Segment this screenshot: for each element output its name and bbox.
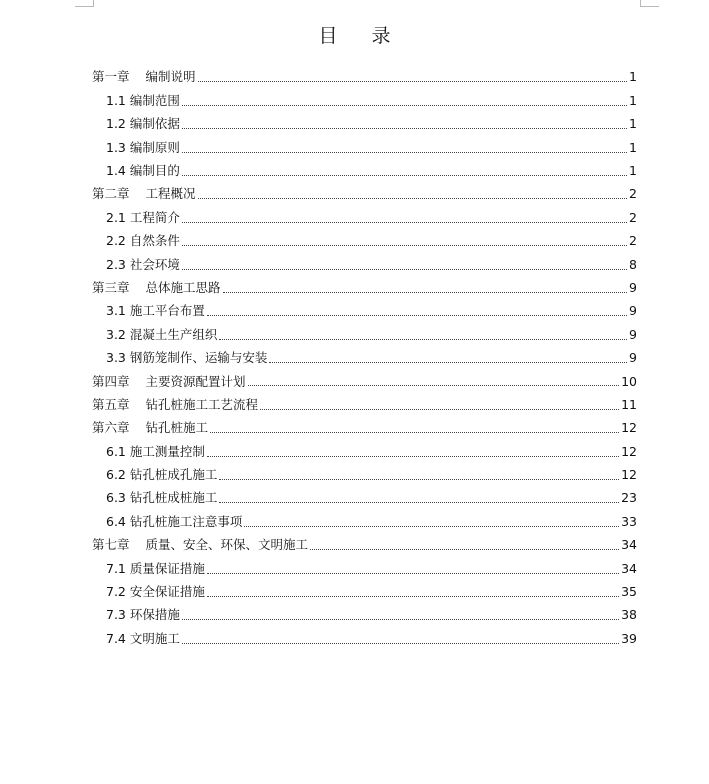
toc-section-entry[interactable] bbox=[0, 487, 709, 510]
toc-page-number: 8 bbox=[629, 256, 637, 272]
toc-page-number: 35 bbox=[621, 584, 637, 600]
toc-section-entry[interactable] bbox=[0, 510, 709, 533]
toc-chapter-entry[interactable] bbox=[0, 183, 709, 206]
toc-entry-title: 钢筋笼制作、运输与安装 bbox=[129, 350, 268, 366]
toc-entry-number: 7.2 bbox=[106, 584, 126, 600]
toc-section-entry[interactable] bbox=[0, 89, 709, 112]
toc-section-entry[interactable] bbox=[0, 230, 709, 253]
toc-dot-leader bbox=[219, 501, 619, 503]
toc-entry-title: 施工测量控制 bbox=[129, 443, 205, 459]
toc-entry-title: 编制范围 bbox=[129, 92, 180, 108]
toc-entry-title: 编制说明 bbox=[145, 69, 196, 85]
toc-section-entry[interactable] bbox=[0, 464, 709, 487]
toc-dot-leader bbox=[198, 197, 628, 199]
toc-entry-number: 1.2 bbox=[106, 116, 126, 132]
toc-entry-number: 7.3 bbox=[106, 607, 126, 623]
toc-dot-leader bbox=[182, 174, 627, 176]
toc-section-entry[interactable] bbox=[0, 440, 709, 463]
toc-dot-leader bbox=[182, 221, 627, 223]
toc-entry-number: 1.4 bbox=[106, 163, 126, 178]
toc-entry-number: 7.4 bbox=[106, 630, 126, 646]
toc-page-number: 34 bbox=[621, 560, 637, 576]
toc-entry-title: 钻孔桩施工工艺流程 bbox=[145, 396, 259, 412]
toc-entry-title: 钻孔桩施工注意事项 bbox=[129, 513, 243, 529]
toc-entry-title: 混凝土生产组织 bbox=[129, 326, 218, 342]
toc-chapter-entry[interactable] bbox=[0, 277, 709, 300]
toc-dot-leader bbox=[244, 525, 619, 527]
toc-entry-title: 编制依据 bbox=[129, 116, 180, 132]
toc-dot-leader bbox=[219, 478, 619, 480]
toc-entry-title: 施工平台布置 bbox=[129, 303, 205, 319]
toc-chapter-entry[interactable] bbox=[0, 534, 709, 557]
toc-page-number: 1 bbox=[629, 139, 637, 155]
toc-entry-number: 2.1 bbox=[106, 209, 126, 225]
toc-dot-leader bbox=[182, 618, 619, 620]
toc-entry-number: 第三章 bbox=[92, 279, 130, 295]
toc-entry-number: 第五章 bbox=[92, 396, 130, 412]
toc-dot-leader bbox=[207, 314, 627, 316]
toc-entry-number: 第二章 bbox=[92, 186, 130, 202]
toc-section-entry[interactable] bbox=[0, 347, 709, 370]
toc-entry-number: 第四章 bbox=[92, 373, 130, 389]
toc-entry-title: 钻孔桩施工 bbox=[145, 420, 209, 436]
toc-page-number: 1 bbox=[629, 116, 637, 132]
toc-page-number: 34 bbox=[621, 537, 637, 553]
toc-page-number: 9 bbox=[629, 303, 637, 319]
toc-chapter-entry[interactable] bbox=[0, 417, 709, 440]
toc-section-entry[interactable] bbox=[0, 253, 709, 276]
toc-dot-leader bbox=[310, 548, 619, 550]
toc-page-number: 9 bbox=[629, 279, 637, 295]
toc-entry-title: 文明施工 bbox=[129, 630, 180, 646]
toc-page-number: 9 bbox=[629, 326, 637, 342]
toc-dot-leader bbox=[210, 431, 619, 433]
toc-entry-title: 环保措施 bbox=[129, 607, 180, 623]
toc-entry-number: 1.3 bbox=[106, 139, 126, 155]
toc-entry-title: 自然条件 bbox=[129, 233, 180, 249]
toc-dot-leader bbox=[182, 151, 627, 153]
toc-entry-title: 工程概况 bbox=[145, 186, 196, 202]
toc-section-entry[interactable] bbox=[0, 160, 709, 183]
toc-page-number: 2 bbox=[629, 209, 637, 225]
toc-page-number: 1 bbox=[629, 92, 637, 108]
toc-dot-leader bbox=[207, 455, 619, 457]
toc-entry-number: 第六章 bbox=[92, 420, 130, 436]
toc-dot-leader bbox=[219, 338, 627, 340]
toc-title: 目 录 bbox=[318, 25, 405, 47]
toc-entry-title: 质量、安全、环保、文明施工 bbox=[145, 537, 309, 553]
toc-section-entry[interactable] bbox=[0, 557, 709, 580]
toc-entry-number: 第一章 bbox=[92, 69, 130, 85]
toc-entry-number: 6.1 bbox=[106, 443, 126, 459]
toc-entry-title: 钻孔桩成孔施工 bbox=[129, 467, 218, 483]
toc-section-entry[interactable] bbox=[0, 604, 709, 627]
toc-section-entry[interactable] bbox=[0, 323, 709, 346]
toc-page-number: 33 bbox=[621, 513, 637, 529]
toc-entry-title: 主要资源配置计划 bbox=[145, 373, 246, 389]
toc-entry-number: 2.3 bbox=[106, 256, 126, 272]
toc-section-entry[interactable] bbox=[0, 581, 709, 604]
toc-entry-title: 总体施工思路 bbox=[145, 279, 221, 295]
toc-page-number: 38 bbox=[621, 607, 637, 623]
toc-page-number: 2 bbox=[629, 186, 637, 202]
toc-dot-leader bbox=[260, 408, 619, 410]
toc-chapter-entry[interactable] bbox=[0, 370, 709, 393]
toc-entry-title: 安全保证措施 bbox=[129, 584, 205, 600]
toc-entry-number: 第七章 bbox=[92, 537, 130, 553]
toc-page-number: 12 bbox=[621, 443, 637, 459]
toc-dot-leader bbox=[269, 361, 627, 363]
toc-entry-number: 2.2 bbox=[106, 233, 126, 249]
toc-dot-leader bbox=[223, 291, 628, 293]
toc-page-number: 39 bbox=[621, 630, 637, 646]
toc-page-number: 1 bbox=[629, 163, 637, 178]
toc-page-number: 2 bbox=[629, 233, 637, 249]
toc-chapter-entry[interactable] bbox=[0, 393, 709, 416]
toc-page-number: 12 bbox=[621, 467, 637, 483]
toc-chapter-entry[interactable] bbox=[0, 66, 709, 89]
toc-entry-title: 编制目的 bbox=[129, 163, 180, 178]
toc-entry-number: 6.4 bbox=[106, 513, 126, 529]
toc-entry-number: 7.1 bbox=[106, 560, 126, 576]
toc-page-number: 10 bbox=[621, 373, 637, 389]
toc-entry-title: 编制原则 bbox=[129, 139, 180, 155]
toc-dot-leader bbox=[182, 642, 619, 644]
toc-page-number: 11 bbox=[621, 396, 637, 412]
toc-section-entry[interactable] bbox=[0, 300, 709, 323]
toc-entry-title: 钻孔桩成桩施工 bbox=[129, 490, 218, 506]
toc-entry-title: 质量保证措施 bbox=[129, 560, 205, 576]
toc-page-number: 1 bbox=[629, 69, 637, 85]
page-corner-mark-right bbox=[640, 0, 659, 7]
table-of-contents bbox=[0, 66, 709, 651]
toc-page-number: 9 bbox=[629, 350, 637, 366]
toc-dot-leader bbox=[182, 127, 627, 129]
toc-dot-leader bbox=[248, 384, 620, 386]
toc-entry-title: 工程简介 bbox=[129, 209, 180, 225]
toc-entry-title: 社会环境 bbox=[129, 256, 180, 272]
page-corner-mark-left bbox=[75, 0, 94, 7]
toc-dot-leader bbox=[182, 268, 627, 270]
toc-entry-number: 6.2 bbox=[106, 467, 126, 483]
toc-entry-number: 3.2 bbox=[106, 326, 126, 342]
toc-entry-number: 1.1 bbox=[106, 92, 126, 108]
toc-entry-number: 6.3 bbox=[106, 490, 126, 506]
toc-page-number: 23 bbox=[621, 490, 637, 506]
toc-dot-leader bbox=[207, 595, 619, 597]
toc-dot-leader bbox=[182, 104, 627, 106]
toc-section-entry[interactable] bbox=[0, 136, 709, 159]
toc-entry-number: 3.1 bbox=[106, 303, 126, 319]
toc-dot-leader bbox=[182, 244, 627, 246]
toc-section-entry[interactable] bbox=[0, 113, 709, 136]
toc-section-entry[interactable] bbox=[0, 627, 709, 650]
toc-dot-leader bbox=[198, 80, 628, 82]
toc-entry-number: 3.3 bbox=[106, 350, 126, 366]
toc-page-number: 12 bbox=[621, 420, 637, 436]
toc-section-entry[interactable] bbox=[0, 206, 709, 229]
toc-dot-leader bbox=[207, 572, 619, 574]
